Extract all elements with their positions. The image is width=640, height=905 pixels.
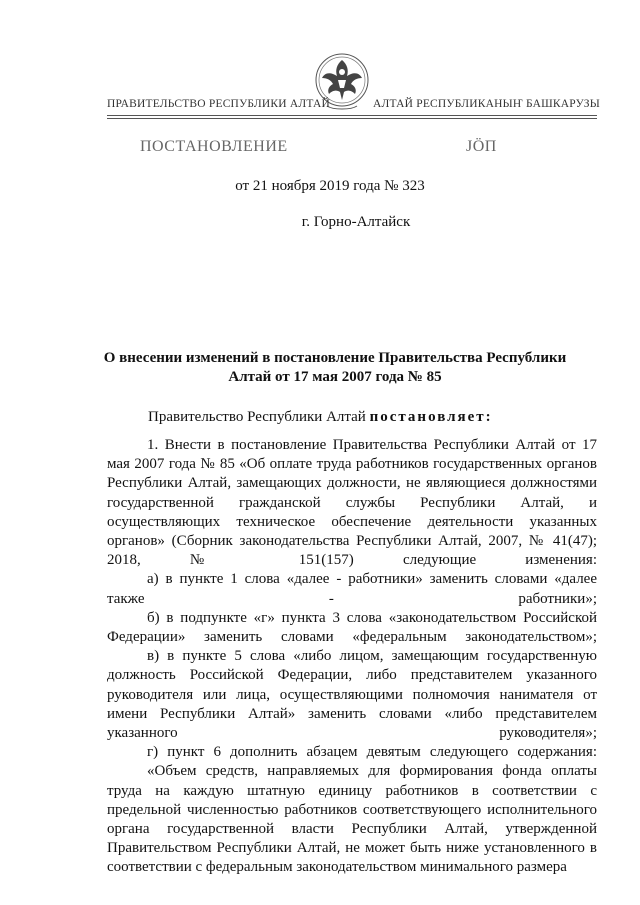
document-type-altai: ЈӦП <box>466 138 497 155</box>
document-city: г. Горно-Алтайск <box>301 214 411 230</box>
government-name-altai: АЛТАЙ РЕСПУБЛИКАНЫҤ БАШКАРУЗЫ <box>373 98 600 110</box>
paragraph-quote: «Объем средств, направляемых для формирования фонда оплаты труда на каждую штатную единицу работников в соответствии с предельной численностью работников соответствующего исполнительного органа государственной власти Республики Алтай, утвержденной Правительством Республики Алтай, не может быть ниже установленного в соответствии с федеральным законодательством минимального размера <box>107 763 597 876</box>
paragraph-a: а) в пункте 1 слова «далее - работники» заменить словами «далее также - работники»; <box>107 571 597 607</box>
document-type-russian: ПОСТАНОВЛЕНИЕ <box>140 138 288 155</box>
document-title: О внесении изменений в постановление Правительства Республики Алтай от 17 мая 2007 года № 85 <box>103 350 567 385</box>
intro-prefix: Правительство Республики Алтай <box>148 409 370 425</box>
government-name-russian: ПРАВИТЕЛЬСТВО РЕСПУБЛИКИ АЛТАЙ <box>107 98 331 110</box>
paragraph-d: г) пункт 6 дополнить абзацем девятым следующего содержания: <box>147 744 597 761</box>
header-divider <box>107 115 597 116</box>
intro-verb: постановляет: <box>369 409 493 425</box>
paragraph-c: в) в пункте 5 слова «либо лицом, замещающим государственную должность Российской Федерации, либо представителем указанного руководителя или лица, осуществляющими полномочия нанимателя от имени Республики Алтай» заменить словами «либо представителем указанного руководителя»; <box>107 648 597 742</box>
header-divider <box>107 118 597 119</box>
paragraph-1: 1. Внести в постановление Правительства Республики Алтай от 17 мая 2007 года № 85 «Об оплате труда работников государственных органов Республики Алтай, замещающих должности, не являющиеся должностями государственной гражданской службы Республики Алтай, и осуществляющих техническое обеспечение деятельности указанных органов» (Сборник законодательства Республики Алтай, 2007, № 41(47); 2018, № 151(157) следующие изменения: <box>107 437 597 569</box>
paragraph-b: б) в подпункте «г» пункта 3 слова «законодательством Российской Федерации» заменить словами «федеральным законодательством»; <box>107 609 597 646</box>
intro-line <box>148 409 493 426</box>
document-body <box>107 436 597 878</box>
document-date-number: от 21 ноября 2019 года № 323 <box>235 178 425 194</box>
